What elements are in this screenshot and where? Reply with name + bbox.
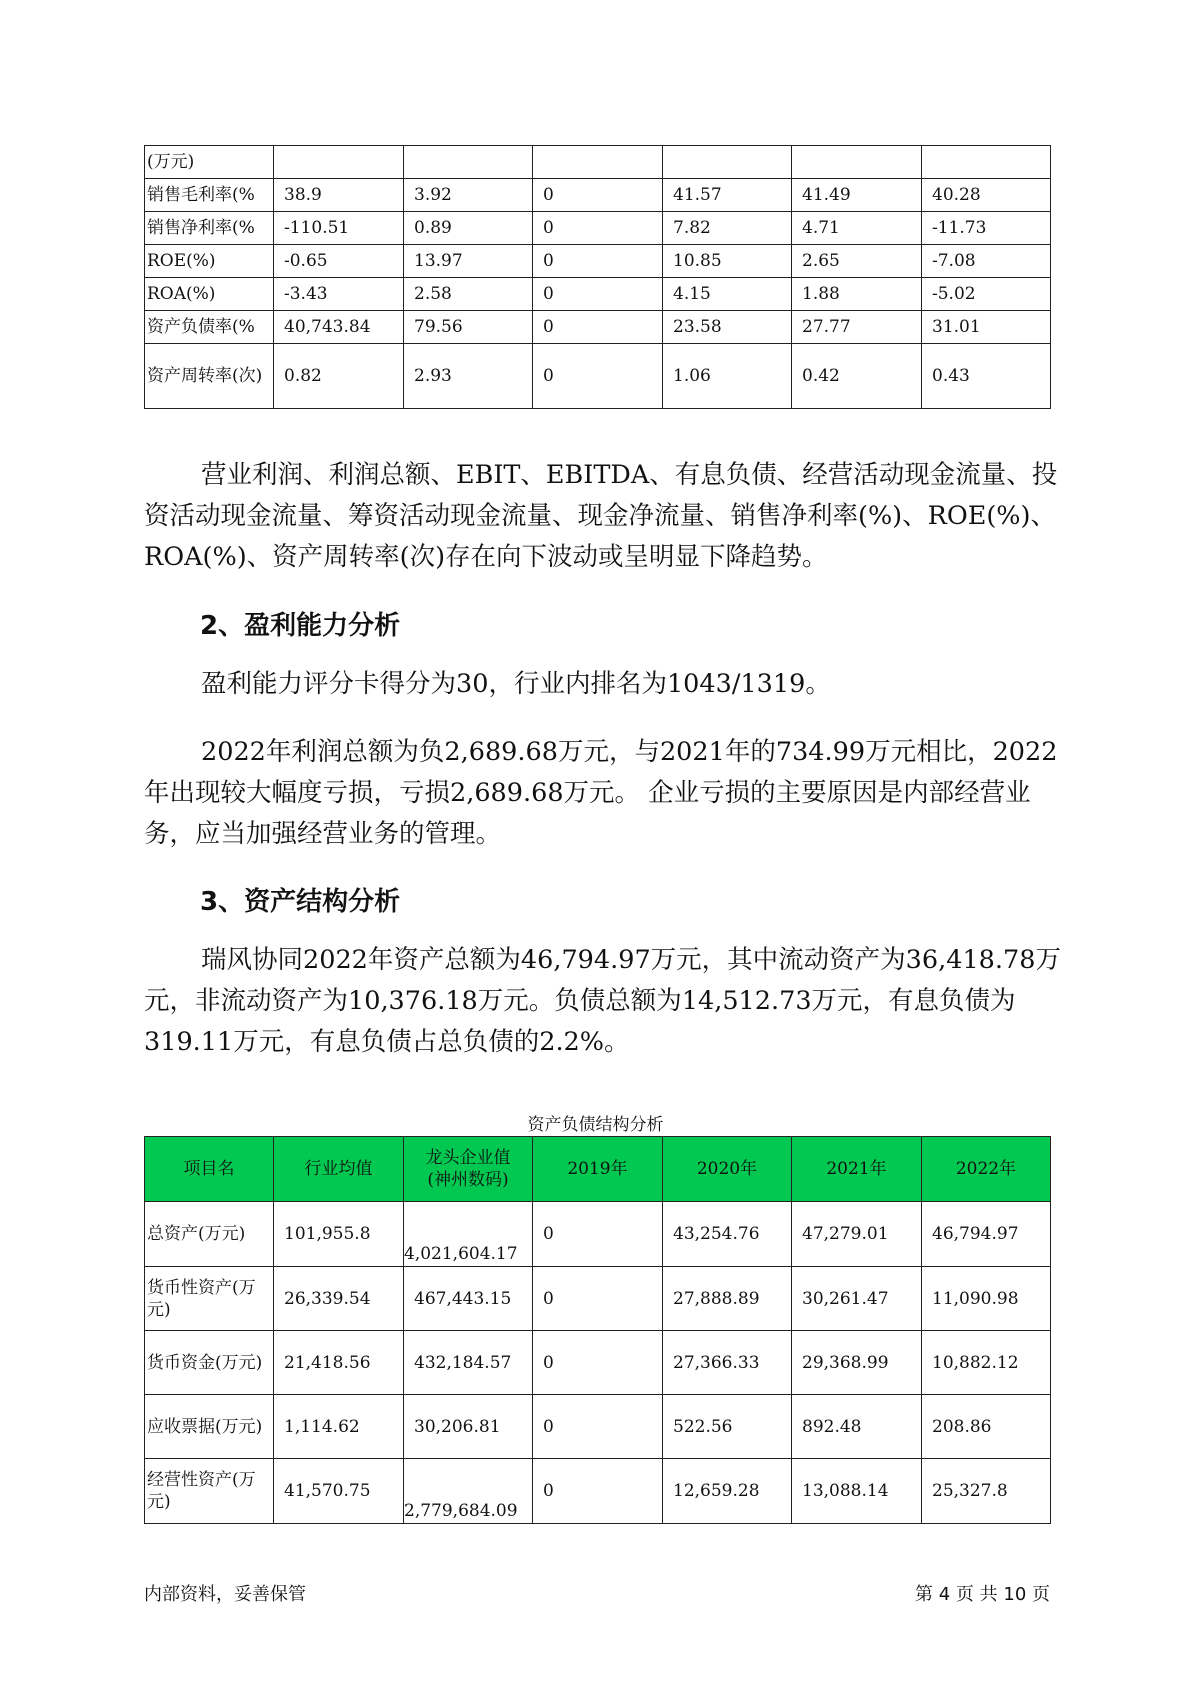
footer-page-number: 第 4 页 共 10 页 [915, 1584, 1050, 1605]
cell: 7.82 [663, 212, 792, 245]
table-row [145, 1331, 1051, 1395]
cell: 2.93 [404, 344, 533, 409]
cell: 40.28 [922, 179, 1051, 212]
column-header: 项目名 [145, 1137, 274, 1202]
cell: 41,570.75 [274, 1459, 404, 1524]
cell: 25,327.8 [922, 1459, 1051, 1524]
row-label: 应收票据(万元) [145, 1395, 274, 1459]
cell: 0 [533, 1202, 663, 1267]
row-label: 销售毛利率(% [145, 179, 274, 212]
cell: 0 [533, 344, 663, 409]
table-row [145, 1267, 1051, 1331]
cell: 30,261.47 [792, 1267, 922, 1331]
cell: 21,418.56 [274, 1331, 404, 1395]
cell: 0 [533, 1331, 663, 1395]
cell: 29,368.99 [792, 1331, 922, 1395]
cell: 31.01 [922, 311, 1051, 344]
table-row [145, 1395, 1051, 1459]
cell: 1.06 [663, 344, 792, 409]
footer-confidential-note: 内部资料，妥善保管 [144, 1584, 306, 1605]
cell: 11,090.98 [922, 1267, 1051, 1331]
cell: 2.65 [792, 245, 922, 278]
section-heading-profit: 2、盈利能力分析 [200, 611, 401, 641]
cell: 467,443.15 [404, 1267, 533, 1331]
section-heading-asset: 3、资产结构分析 [200, 887, 401, 917]
cell: 4.71 [792, 212, 922, 245]
column-header: 2021年 [792, 1137, 922, 1202]
cell: 0.82 [274, 344, 404, 409]
cell: 522.56 [663, 1395, 792, 1459]
cell: 79.56 [404, 311, 533, 344]
cell: 0.89 [404, 212, 533, 245]
cell: 27.77 [792, 311, 922, 344]
cell: 2.58 [404, 278, 533, 311]
cell: -11.73 [922, 212, 1051, 245]
cell: 23.58 [663, 311, 792, 344]
cell: 10.85 [663, 245, 792, 278]
cell: 101,955.8 [274, 1202, 404, 1267]
column-header: 龙头企业值(神州数码) [404, 1137, 533, 1202]
column-header: 行业均值 [274, 1137, 404, 1202]
cell: 4,021,604.17 [404, 1202, 533, 1267]
cell: 38.9 [274, 179, 404, 212]
cell: 0 [533, 212, 663, 245]
cell: 0 [533, 245, 663, 278]
cell: 432,184.57 [404, 1331, 533, 1395]
cell: 13.97 [404, 245, 533, 278]
cell: 40,743.84 [274, 311, 404, 344]
cell: -5.02 [922, 278, 1051, 311]
table-caption: 资产负债结构分析 [527, 1115, 664, 1135]
table-header-row [145, 1137, 1051, 1202]
table-row [145, 179, 1051, 212]
cell: -0.65 [274, 245, 404, 278]
row-label: (万元) [145, 146, 274, 179]
cell: 30,206.81 [404, 1395, 533, 1459]
row-label: 资产负债率(% [145, 311, 274, 344]
table-row [145, 344, 1051, 409]
column-header: 2019年 [533, 1137, 663, 1202]
table-row [145, 245, 1051, 278]
cell: 0.42 [792, 344, 922, 409]
row-label: 总资产(万元) [145, 1202, 274, 1267]
cell: 0.43 [922, 344, 1051, 409]
table-row [145, 278, 1051, 311]
table-row [145, 311, 1051, 344]
table-row [145, 1202, 1051, 1267]
asset-detail-paragraph: 瑞风协同2022年资产总额为46,794.97万元，其中流动资产为36,418.78万元，非流动资产为10,376.18万元。负债总额为14,512.73万元，有息负债为319.11万元，有息负债占总负债的2.2%。 [144, 945, 1061, 1057]
cell: 1,114.62 [274, 1395, 404, 1459]
table-row [145, 212, 1051, 245]
cell: -7.08 [922, 245, 1051, 278]
cell: 10,882.12 [922, 1331, 1051, 1395]
cell: 0 [533, 278, 663, 311]
row-label: 资产周转率(次) [145, 344, 274, 409]
column-header: 2020年 [663, 1137, 792, 1202]
cell: 47,279.01 [792, 1202, 922, 1267]
column-header: 2022年 [922, 1137, 1051, 1202]
row-label: 销售净利率(% [145, 212, 274, 245]
cell: 892.48 [792, 1395, 922, 1459]
cell: 27,888.89 [663, 1267, 792, 1331]
row-label: 经营性资产(万元) [145, 1459, 274, 1524]
cell: 2,779,684.09 [404, 1459, 533, 1524]
cell: 0 [533, 1267, 663, 1331]
cell: 1.88 [792, 278, 922, 311]
cell: -110.51 [274, 212, 404, 245]
balance-structure-table [144, 1136, 1051, 1524]
table-row [145, 1459, 1051, 1524]
cell: 41.57 [663, 179, 792, 212]
profit-detail-paragraph: 2022年利润总额为负2,689.68万元，与2021年的734.99万元相比，2022年出现较大幅度亏损，亏损2,689.68万元。 企业亏损的主要原因是内部经营业务，应当加强经营业务的管理。 [144, 737, 1058, 849]
cell: 27,366.33 [663, 1331, 792, 1395]
cell: 0 [533, 1395, 663, 1459]
cell: 12,659.28 [663, 1459, 792, 1524]
financial-ratio-table [144, 145, 1051, 409]
cell: 13,088.14 [792, 1459, 922, 1524]
cell: 208.86 [922, 1395, 1051, 1459]
cell: 26,339.54 [274, 1267, 404, 1331]
cell: 0 [533, 311, 663, 344]
profit-score-paragraph: 盈利能力评分卡得分为30，行业内排名为1043/1319。 [201, 669, 831, 699]
row-label: 货币资金(万元) [145, 1331, 274, 1395]
cell: 46,794.97 [922, 1202, 1051, 1267]
cell: -3.43 [274, 278, 404, 311]
row-label: ROA(%) [145, 278, 274, 311]
cell: 41.49 [792, 179, 922, 212]
cell: 4.15 [663, 278, 792, 311]
cell: 3.92 [404, 179, 533, 212]
cell: 0 [533, 179, 663, 212]
cell: 0 [533, 1459, 663, 1524]
row-label: 货币性资产(万元) [145, 1267, 274, 1331]
row-label: ROE(%) [145, 245, 274, 278]
cell: 43,254.76 [663, 1202, 792, 1267]
table-row [145, 146, 1051, 179]
trend-paragraph: 营业利润、利润总额、EBIT、EBITDA、有息负债、经营活动现金流量、投资活动现金流量、筹资活动现金流量、现金净流量、销售净利率(%)、ROE(%)、ROA(%)、资产周转率(次)存在向下波动或呈明显下降趋势。 [144, 460, 1058, 572]
